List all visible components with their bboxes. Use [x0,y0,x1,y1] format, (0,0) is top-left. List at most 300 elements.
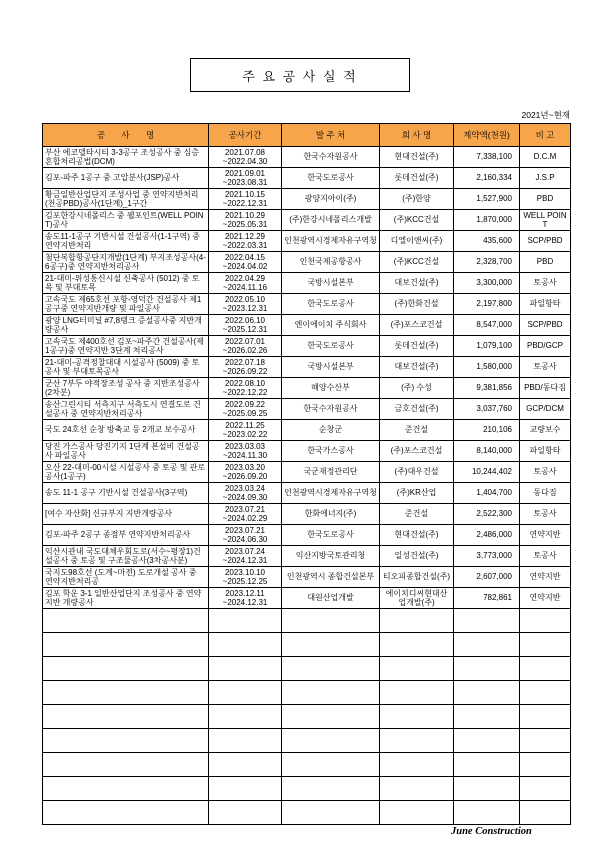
note-wrap [520,231,570,251]
company-wrap [380,252,453,272]
project-name-wrap [43,546,208,566]
empty-cell [520,753,571,777]
contract-amount-cell [454,420,520,441]
empty-cell [209,633,282,657]
contract-amount-wrap [454,210,519,230]
client-wrap [282,210,379,230]
period-start: 2022.04.15 [224,252,266,262]
project-name: 김포-파주 1공구 중 고압분사(JSP)공사 [45,173,180,183]
empty-cell-fill [43,681,208,704]
table-row [43,336,571,357]
note-wrap [520,504,570,524]
period-start: 2021.12.29 [224,231,266,241]
company-cell [380,273,454,294]
note-cell [520,357,571,378]
empty-cell [209,681,282,705]
contract-amount-wrap [454,231,519,251]
contract-amount-wrap [454,462,519,482]
table-row [43,441,571,462]
note-wrap [520,357,570,377]
period-start: 2022.09.22 [224,399,266,409]
empty-cell-fill [43,609,208,632]
period-start: 2021.10.15 [224,189,266,199]
period-wrap [209,315,281,335]
client-cell [282,378,380,399]
note-wrap [520,294,570,314]
note-wrap [520,189,570,209]
company-cell [380,588,454,609]
project-name-cell [43,189,209,210]
contract-amount-wrap [454,441,519,461]
client-wrap [282,168,379,188]
period-cell [209,189,282,210]
client-cell [282,294,380,315]
contract-amount-cell [454,525,520,546]
empty-cell [209,753,282,777]
empty-cell [209,705,282,729]
table-row [43,420,571,441]
empty-cell [43,657,209,681]
empty-cell-fill [282,657,379,680]
contract-amount-wrap [454,189,519,209]
note-cell [520,462,571,483]
contract-amount: 8,547,000 [476,320,512,330]
note-cell [520,378,571,399]
empty-cell-fill [454,777,519,800]
note-cell [520,294,571,315]
period-wrap [209,567,281,587]
empty-cell-fill [282,729,379,752]
client: 한국수자원공사 [303,404,358,414]
contract-amount-cell [454,294,520,315]
period-cell [209,168,282,189]
company-wrap [380,441,453,461]
project-name: 21-대미-공격정찰대대 시설공사 (5009) 중 토공사 및 부대토목공사 [45,357,200,376]
project-name: 고속국도 제65호선 포항-영덕간 건설공사 제1공구중 연약지반개량 및 파일공사 [45,294,202,313]
client: 엔이에이치 주식회사 [294,320,367,330]
project-name-cell [43,252,209,273]
empty-cell [520,801,571,825]
client: 한국도로공사 [307,341,354,351]
empty-cell-fill [454,729,519,752]
empty-cell-fill [43,777,208,800]
period-cell [209,504,282,525]
period-start: 2023.03.03 [224,441,266,451]
client: 인천국제공항공사 [299,257,362,267]
note: 토공사 [533,509,557,519]
contract-amount: 9,381,856 [476,383,512,393]
company: (주)KR산업 [396,488,437,498]
note: 토공사 [533,551,557,561]
empty-cell [282,753,380,777]
client: 인천광역시 종합건설본부 [286,572,375,582]
client-wrap [282,504,379,524]
table-row [43,504,571,525]
period-start: 2022.08.10 [224,378,266,388]
period-cell [209,567,282,588]
period-wrap [209,189,281,209]
empty-cell [454,753,520,777]
contract-amount-cell [454,231,520,252]
project-name: 송도 11-1 공구 기반시설 건설공사(3구역) [45,488,188,498]
project-name-cell [43,462,209,483]
project-name-wrap [43,588,208,608]
table-body [43,147,571,825]
contract-amount: 1,527,900 [476,194,512,204]
empty-cell [282,729,380,753]
empty-cell-fill [380,705,453,728]
period-end: ~2022.12.22 [222,388,268,397]
client-cell [282,168,380,189]
empty-cell [454,729,520,753]
table-row [43,210,571,231]
period-wrap [209,399,281,419]
note: WELL POINT [523,210,567,229]
period-start: 2022.07.01 [224,336,266,346]
company-wrap [380,168,453,188]
note: PBD [536,257,554,267]
client-wrap [282,378,379,398]
contract-amount-cell [454,357,520,378]
empty-cell [520,633,571,657]
empty-cell-fill [454,681,519,704]
empty-cell [43,705,209,729]
company-cell [380,210,454,231]
project-name-cell [43,525,209,546]
project-name: 송산그린시티 서측지구 서측도시 연결도로 건설공사 중 연약지반처리공사 [45,399,201,418]
period-wrap [209,420,281,440]
contract-amount-cell [454,147,520,168]
project-name: 고속국도 제400호선 김포~파주간 건설공사(제1공구)중 연약지반 3단계 처리공사 [45,336,204,355]
company: (주)KCC건설 [393,257,440,267]
contract-amount: 1,079,100 [476,341,512,351]
empty-cell [520,657,571,681]
empty-cell [209,657,282,681]
note: 동다짐 [533,488,557,498]
empty-cell-fill [282,705,379,728]
empty-cell-fill [520,777,570,800]
client-cell [282,357,380,378]
table-row [43,252,571,273]
contract-amount-cell [454,336,520,357]
company-cell [380,462,454,483]
empty-cell-fill [282,801,379,824]
period-wrap [209,462,281,482]
empty-cell-fill [380,609,453,632]
empty-cell-fill [209,753,281,776]
empty-cell-fill [454,609,519,632]
client: 광양지아이(주) [304,194,357,204]
project-name-cell [43,420,209,441]
client-cell [282,546,380,567]
empty-cell-fill [454,633,519,656]
client-cell [282,483,380,504]
empty-cell-fill [43,753,208,776]
period-wrap [209,210,281,230]
note: SCP/PBD [527,320,563,330]
period-end: ~2024.11.30 [222,451,268,460]
contract-amount-wrap [454,567,519,587]
company: (주)포스코건설 [390,320,443,330]
company-wrap [380,378,453,398]
contract-amount-wrap [454,546,519,566]
company-wrap [380,588,453,608]
empty-cell [282,609,380,633]
contract-amount-wrap [454,252,519,272]
empty-cell-fill [520,657,570,680]
empty-cell [380,801,454,825]
client-cell [282,399,380,420]
note: 파일항타 [529,299,561,309]
note-cell [520,546,571,567]
project-name-wrap [43,189,208,209]
project-name: 당진 가스공사 당진기지 1단계 본설비 건설공사 파일공사 [45,441,200,460]
company: 현대건설(주) [394,152,439,162]
table-row [43,189,571,210]
empty-cell [282,681,380,705]
client-wrap [282,147,379,167]
company-wrap [380,357,453,377]
project-name-cell [43,294,209,315]
client-wrap [282,315,379,335]
empty-row [43,681,571,705]
company-cell [380,252,454,273]
project-name-cell [43,315,209,336]
note: 연약지반 [529,572,561,582]
note: PBD/동다짐 [524,383,566,393]
client-wrap [282,462,379,482]
period-start: 2022.06.10 [224,315,266,325]
company-cell [380,399,454,420]
empty-row [43,801,571,825]
empty-cell-fill [209,681,281,704]
note-cell [520,168,571,189]
table-row [43,546,571,567]
note: 토공사 [533,278,557,288]
company-cell [380,441,454,462]
note-wrap [520,147,570,167]
project-name-wrap [43,567,208,587]
contract-amount-cell [454,315,520,336]
period-cell [209,336,282,357]
client-wrap [282,567,379,587]
project-name-cell [43,567,209,588]
period-cell [209,252,282,273]
note-cell [520,567,571,588]
company-cell [380,147,454,168]
table-row [43,357,571,378]
project-name: 국지도98호선 (도계~마전) 도로개설 공사 중 연약지반처리공 [45,567,197,586]
empty-cell-fill [43,729,208,752]
note: SCP/PBD [527,236,563,246]
client-wrap [282,231,379,251]
project-name: 김포-파주 2공구 종점부 연약지반처리공사 [45,530,191,540]
contract-amount: 3,300,000 [476,278,512,288]
client-cell [282,210,380,231]
note-cell [520,252,571,273]
period-wrap [209,252,281,272]
contract-amount-wrap [454,273,519,293]
note-cell [520,273,571,294]
period-end: ~2024.02.29 [222,514,268,523]
company-wrap [380,420,453,440]
empty-cell-fill [282,609,379,632]
client-wrap [282,252,379,272]
period-wrap [209,504,281,524]
table-row [43,483,571,504]
project-name-cell [43,336,209,357]
project-name-cell [43,441,209,462]
empty-cell [454,705,520,729]
empty-row [43,657,571,681]
period-end: ~2025.12.31 [222,325,268,334]
note: 토공사 [533,467,557,477]
period-cell [209,378,282,399]
client: 국군재정관리단 [303,467,358,477]
contract-amount: 1,404,700 [476,488,512,498]
note: PBD/GCP [526,341,563,351]
contract-amount: 210,106 [483,425,512,435]
period-wrap [209,483,281,503]
empty-cell-fill [209,777,281,800]
empty-cell-fill [43,633,208,656]
project-name-cell [43,231,209,252]
empty-cell [454,609,520,633]
project-name: 김포 학운 3-1 일반산업단지 조성공사 중 연약지반 개량공사 [45,588,202,607]
company-wrap [380,231,453,251]
project-name-wrap [43,273,208,293]
project-name-wrap [43,462,208,482]
empty-row [43,609,571,633]
project-name-cell [43,378,209,399]
project-name: 오산 22-대미-00시설 시설공사 중 토공 및 관로공사(1공구) [45,462,206,481]
period-end: ~2026.02.26 [222,346,268,355]
period-wrap [209,588,281,608]
empty-cell [454,801,520,825]
note: 연약지반 [529,593,561,603]
note-wrap [520,315,570,335]
empty-cell-fill [209,705,281,728]
company: 대보건설(주) [394,362,439,372]
client: 한화에너지(주) [304,509,357,519]
period-end: ~2024.06.30 [222,535,268,544]
period-wrap [209,273,281,293]
client-wrap [282,357,379,377]
company: 일성건설(주) [394,551,439,561]
period-start: 2022.11.25 [225,420,265,430]
period-start: 2023.10.10 [224,567,266,577]
period-end: ~2024.09.30 [222,493,268,502]
company: (주)한양 [402,194,431,204]
client-cell [282,336,380,357]
company: (주)KCC건설 [393,215,440,225]
contract-amount-cell [454,483,520,504]
client-cell [282,252,380,273]
client: 인천광역시경제자유구역청 [284,488,377,498]
table-row [43,315,571,336]
period-start: 2022.04.29 [224,273,266,283]
note-cell [520,420,571,441]
contract-amount: 2,328,700 [476,257,512,267]
company-wrap [380,315,453,335]
company-wrap [380,294,453,314]
company: 대보건설(주) [394,278,439,288]
empty-cell [380,657,454,681]
contract-amount-cell [454,252,520,273]
contract-amount-cell [454,210,520,231]
note-wrap [520,399,570,419]
project-name: 첨단복합항공단지개발(1단계) 부지조성공사(4-6공구)중 연약지반처리공사 [45,252,206,271]
contract-amount: 782,861 [483,593,512,603]
contract-amount-wrap [454,378,519,398]
note-wrap [520,378,570,398]
company: 롯데건설(주) [394,173,439,183]
period-end: ~2022.12.31 [222,199,268,208]
empty-row [43,753,571,777]
project-name: 김포한강시네폴리스 중 웰포인트(WELL POINT)공사 [45,210,204,229]
period-end: ~2026.09.20 [222,472,268,481]
company: 금호건설(주) [394,404,439,414]
contract-amount-cell [454,546,520,567]
empty-row [43,705,571,729]
contract-amount-cell [454,504,520,525]
empty-cell-fill [454,801,519,824]
project-name-cell [43,357,209,378]
project-name: 황금일반산업단지 조성사업 중 연약지반처리(천공PBD)공사(1단계)_1구간 [45,189,199,208]
project-name-wrap [43,252,208,272]
note-cell [520,210,571,231]
client: 국방시설본부 [307,362,354,372]
client-wrap [282,273,379,293]
contract-amount: 3,773,000 [476,551,512,561]
contract-amount-wrap [454,483,519,503]
page-title: 주 요 공 사 실 적 [190,58,410,92]
company: (주)대우건설 [394,467,439,477]
contract-amount-cell [454,588,520,609]
note-wrap [520,525,570,545]
note: D.C.M [533,152,557,162]
empty-cell-fill [380,657,453,680]
period-cell [209,315,282,336]
contract-amount-wrap [454,504,519,524]
empty-cell-fill [209,801,281,824]
client: (주)한강시네폴리스개발 [289,215,372,225]
table-row [43,567,571,588]
client-cell [282,462,380,483]
project-name-wrap [43,336,208,356]
project-name-wrap [43,378,208,398]
client-cell [282,147,380,168]
period-start: 2023.07.21 [224,504,266,514]
table-row [43,273,571,294]
period-cell [209,525,282,546]
empty-cell-fill [520,633,570,656]
project-name: 국도 24호선 순창 방축교 등 2개교 보수공사 [45,425,196,435]
company-cell [380,315,454,336]
empty-cell [282,777,380,801]
note-wrap [520,252,570,272]
contract-amount: 2,486,000 [476,530,512,540]
empty-cell-fill [454,657,519,680]
project-name-cell [43,399,209,420]
period-cell [209,294,282,315]
contract-amount-wrap [454,147,519,167]
empty-cell [454,633,520,657]
contract-amount-wrap [454,525,519,545]
project-name-cell [43,273,209,294]
project-name-wrap [43,483,208,503]
client-cell [282,189,380,210]
